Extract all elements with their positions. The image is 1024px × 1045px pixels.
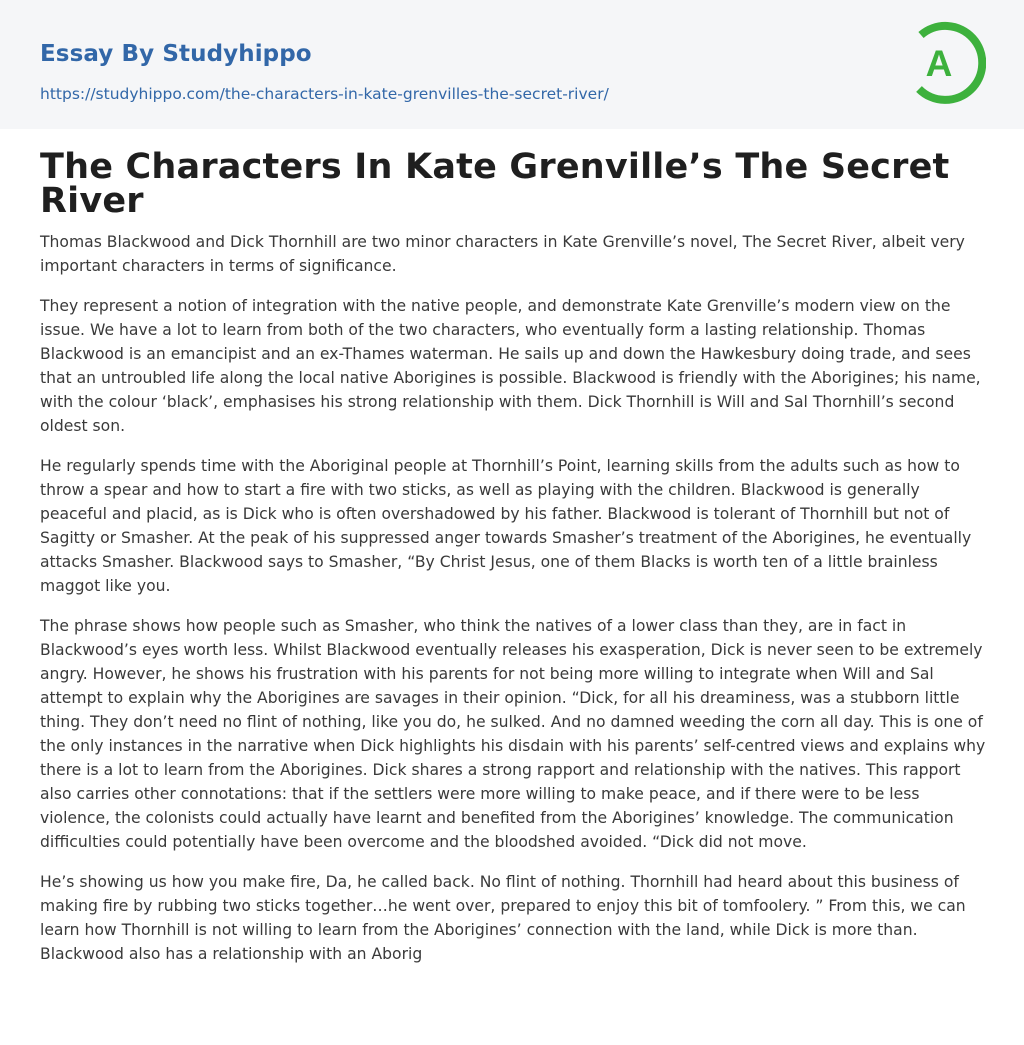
article-content xyxy=(40,147,986,982)
page-title: The Characters In Kate Grenville’s The Secret River xyxy=(40,147,950,221)
site-header xyxy=(0,0,1024,129)
article-paragraph: He regularly spends time with the Aboriginal people at Thornhill’s Point, learning skills from the adults such as how to throw a spear and how to start a fire with two sticks, as well as playing with the children. Blackwood is generally peaceful and placid, as is Dick who is often overshadowed by his father. Blackwood is tolerant of Thornhill but not of Sagitty or Smasher. At the peak of his suppressed anger towards Smasher’s treatment of the Aborigines, he eventually attacks Smasher. Blackwood says to Smasher, “By Christ Jesus, one of them Blacks is worth ten of a little brainless maggot like you. xyxy=(40,457,972,595)
article-paragraph: He’s showing us how you make fire, Da, he called back. No flint of nothing. Thornhill had heard about this business of making fire by rubbing two sticks together…he went over, prepared to enjoy this bit of tomfoolery. ” From this, we can learn how Thornhill is not willing to learn from the Aborigines’ connection with the land, while Dick is more than. Blackwood also has a relationship with an Aborig xyxy=(40,873,966,963)
studyhippo-logo-icon[interactable] xyxy=(912,20,986,106)
source-url-link[interactable]: https://studyhippo.com/the-characters-in-kate-grenvilles-the-secret-river/ xyxy=(40,85,609,103)
brand-title: Essay By Studyhippo xyxy=(40,41,312,67)
logo-letter: A xyxy=(925,43,953,84)
article-paragraph: Thomas Blackwood and Dick Thornhill are two minor characters in Kate Grenville’s novel, The Secret River, albeit very important characters in terms of significance. xyxy=(40,233,965,275)
article-paragraph: The phrase shows how people such as Smasher, who think the natives of a lower class than they, are in fact in Blackwood’s eyes worth less. Whilst Blackwood eventually releases his exasperation, Dick is never seen to be extremely angry. However, he shows his frustration with his parents for not being more willing to integrate when Will and Sal attempt to explain why the Aborigines are savages in their opinion. “Dick, for all his dreaminess, was a stubborn little thing. They don’t need no flint of nothing, like you do, he sulked. And no damned weeding the corn all day. This is one of the only instances in the narrative when Dick highlights his disdain with his parents’ self-centred views and explains why there is a lot to learn from the Aborigines. Dick shares a strong rapport and relationship with the natives. This rapport also carries other connotations: that if the settlers were more willing to make peace, and if there were to be less violence, the colonists could actually have learnt and benefited from the Aborigines’ knowledge. The communication difficulties could potentially have been overcome and the bloodshed avoided. “Dick did not move. xyxy=(40,617,986,851)
article-paragraph: They represent a notion of integration with the native people, and demonstrate Kate Grenville’s modern view on the issue. We have a lot to learn from both of the two characters, who eventually form a lasting relationship. Thomas Blackwood is an emancipist and an ex-Thames waterman. He sails up and down the Hawkesbury doing trade, and sees that an untroubled life along the local native Aborigines is possible. Blackwood is friendly with the Aborigines; his name, with the colour ‘black’, emphasises his strong relationship with them. Dick Thornhill is Will and Sal Thornhill’s second oldest son. xyxy=(40,297,981,435)
